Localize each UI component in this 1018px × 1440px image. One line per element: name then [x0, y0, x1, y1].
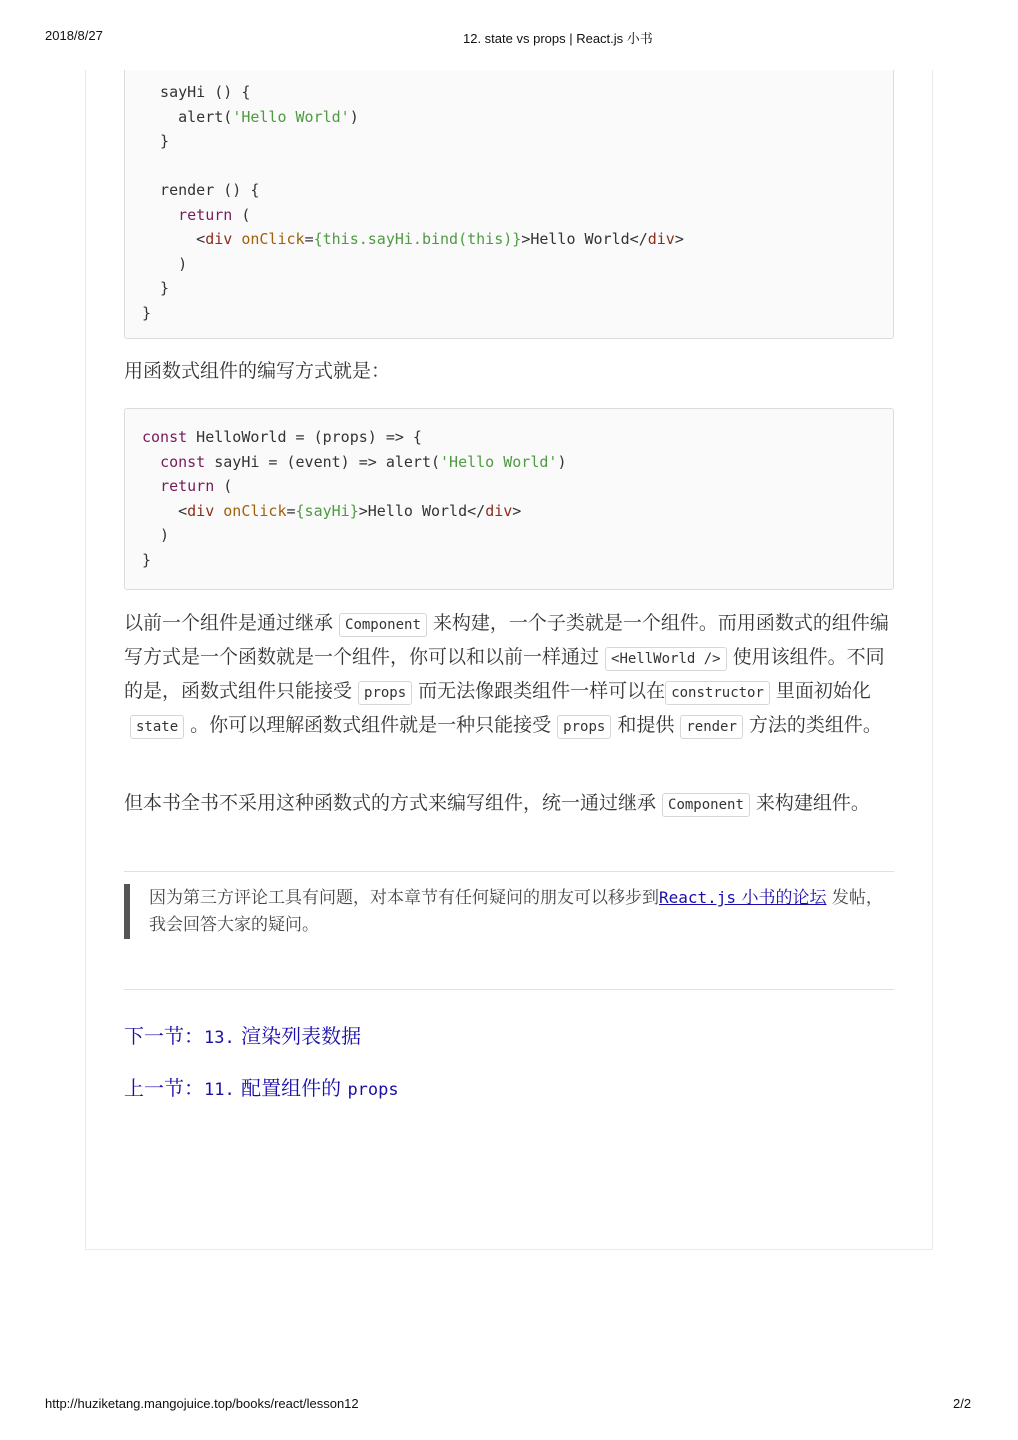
- next-lesson-link[interactable]: 下一节：13. 渲染列表数据: [124, 1024, 362, 1048]
- prev-lesson-link[interactable]: 上一节：11. 配置组件的 props: [124, 1076, 399, 1100]
- inline-code: props: [358, 681, 412, 705]
- policy-paragraph: 但本书全书不采用这种函数式的方式来编写组件，统一通过继承 Component 来构建组件。: [124, 787, 894, 821]
- code-line: alert('Hello World'): [142, 107, 359, 126]
- inline-code: props: [557, 715, 611, 739]
- code-line: ): [142, 526, 170, 544]
- divider: [124, 989, 894, 990]
- code-line: const HelloWorld = (props) => {: [142, 428, 422, 446]
- code-line: return (: [160, 477, 233, 495]
- page-number: 2/2: [953, 1396, 972, 1411]
- print-date: 2018/8/27: [45, 28, 103, 43]
- print-title: 12. state vs props | React.js 小书: [463, 31, 653, 46]
- intro-paragraph: 用函数式组件的编写方式就是：: [124, 360, 391, 382]
- code-line: ): [142, 254, 188, 273]
- code-line: sayHi () {: [142, 83, 251, 101]
- code-line: return (: [178, 205, 251, 224]
- inline-code: constructor: [665, 681, 770, 705]
- code-line: <div onClick={sayHi}>Hello World</div>: [142, 501, 522, 520]
- inline-code: Component: [662, 793, 750, 817]
- code-line: }: [142, 279, 170, 297]
- forum-link[interactable]: React.js 小书的论坛: [659, 888, 827, 908]
- inline-code: <HellWorld />: [605, 647, 727, 671]
- inline-code: state: [130, 715, 184, 739]
- code-line: <div onClick={this.sayHi.bind(this)}>Hello World</div>: [142, 230, 684, 248]
- divider: [124, 871, 894, 872]
- code-block-class-component: [124, 70, 894, 339]
- code-line: render () {: [142, 181, 260, 199]
- print-url: http://huziketang.mangojuice.top/books/react/lesson12: [45, 1396, 359, 1411]
- code-line: }: [142, 303, 152, 322]
- code-line: [142, 154, 876, 179]
- code-line: }: [142, 550, 152, 569]
- code-line: const sayHi = (event) => alert('Hello World'): [160, 452, 567, 471]
- code-line: }: [142, 132, 170, 150]
- inline-code: Component: [339, 613, 427, 637]
- inline-code: render: [680, 715, 743, 739]
- explanation-paragraph: 以前一个组件是通过继承 Component 来构建，一个子类就是一个组件。而用函数式的组件编写方式是一个函数就是一个组件，你可以和以前一样通过 <HellWorld /> 使用该组件。不同的是，函数式组件只能接受 props 而无法像跟类组件一样可以在 constructor 里面初始化state 。你可以理解函数式组件就是一种只能接受 props 和提供 render 方法的类组件。: [124, 607, 894, 743]
- code-block-function-component: [124, 408, 894, 590]
- forum-notice: 因为第三方评论工具有问题，对本章节有任何疑问的朋友可以移步到React.js 小书的论坛 发帖，我会回答大家的疑问。: [124, 884, 894, 939]
